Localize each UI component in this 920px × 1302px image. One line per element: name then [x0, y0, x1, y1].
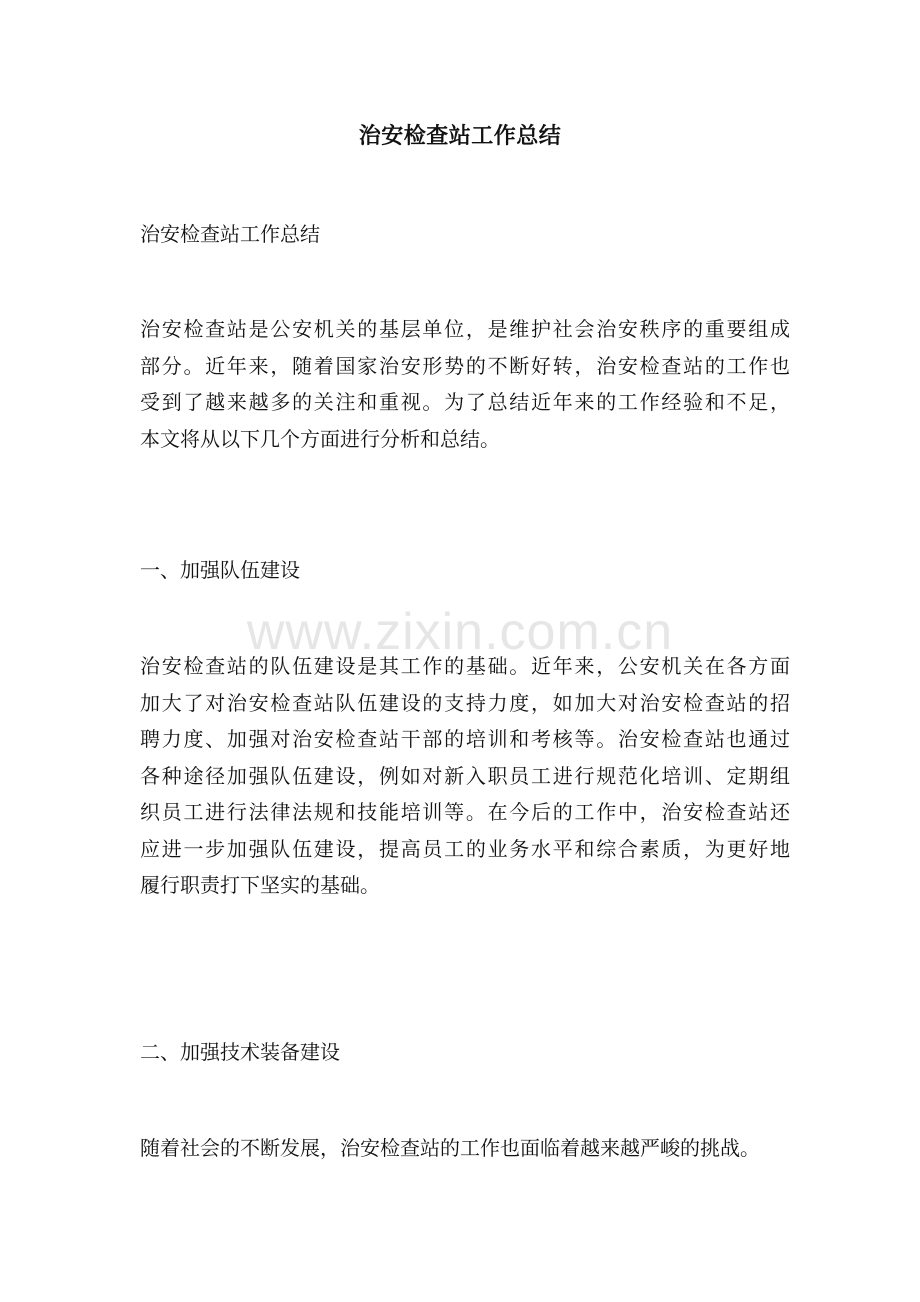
paragraph-line: 各种途径加强队伍建设，例如对新入职员工进行规范化培训、定期组: [140, 763, 790, 788]
paragraph-line: 治安检查站是公安机关的基层单位，是维护社会治安秩序的重要组成: [140, 317, 790, 341]
watermark: www.zixin.com.cn: [246, 603, 674, 661]
team-building-paragraph: [140, 648, 790, 904]
document-title: 治安检查站工作总结: [358, 123, 562, 149]
section-heading-equipment: 二、加强技术装备建设: [140, 1040, 340, 1064]
intro-paragraph: [140, 311, 790, 457]
paragraph-line: 履行职责打下坚实的基础。: [140, 873, 380, 897]
paragraph-line: 部分。近年来，随着国家治安形势的不断好转，治安检查站的工作也: [140, 353, 790, 378]
paragraph-line: 织员工进行法律法规和技能培训等。在今后的工作中，治安检查站还: [140, 800, 790, 824]
paragraph-line: 应进一步加强队伍建设，提高员工的业务水平和综合素质，为更好地: [140, 836, 790, 861]
paragraph-line: 治安检查站的队伍建设是其工作的基础。近年来，公安机关在各方面: [140, 654, 790, 678]
equipment-paragraph: [140, 1130, 790, 1167]
paragraph-line: 受到了越来越多的关注和重视。为了总结近年来的工作经验和不足，: [140, 390, 790, 414]
section-heading-team-building: 一、加强队伍建设: [140, 558, 300, 582]
paragraph-line: 随着社会的不断发展，治安检查站的工作也面临着越来越严峻的挑战。: [140, 1136, 760, 1160]
paragraph-line: 加大了对治安检查站队伍建设的支持力度，如加大对治安检查站的招: [140, 690, 790, 715]
paragraph-line: 聘力度、加强对治安检查站干部的培训和考核等。治安检查站也通过: [140, 727, 790, 751]
document-subtitle: 治安检查站工作总结: [140, 222, 320, 246]
paragraph-line: 本文将从以下几个方面进行分析和总结。: [140, 426, 500, 451]
